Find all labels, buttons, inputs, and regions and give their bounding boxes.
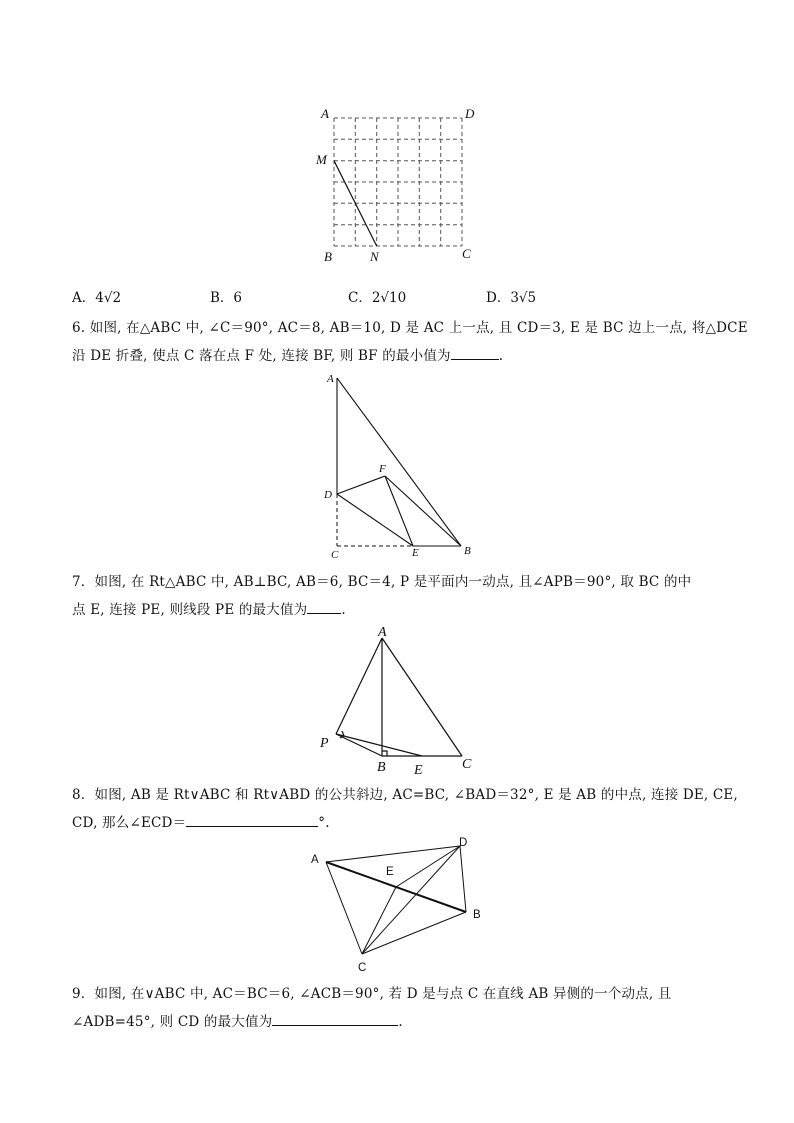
q7-triangle-figure — [312, 620, 487, 780]
label-p: P — [320, 736, 329, 751]
q6-text-line1: 6. 如图, 在△ABC 中, ∠C＝90°, AC＝8, AB＝10, D 是 AC 上一点, 且 CD＝3, E 是 BC 边上一点, 将△DCE — [72, 320, 748, 336]
label-n: N — [370, 249, 379, 264]
label-d: D — [465, 106, 475, 121]
label-d: D — [324, 489, 332, 501]
q5-choice-a: A．4√2 — [72, 290, 122, 306]
label-a: A — [327, 373, 334, 385]
q5-grid-figure — [300, 100, 500, 270]
label-a: A — [378, 625, 387, 640]
label-c: C — [358, 962, 367, 974]
label-m: M — [316, 152, 327, 167]
label-c: C — [462, 757, 472, 772]
q5-choice-c: C．2√10 — [348, 290, 407, 306]
label-b: B — [473, 909, 481, 921]
label-c: C — [462, 246, 471, 261]
q9-answer-blank[interactable] — [272, 1013, 398, 1026]
q8-quadrilateral-figure — [300, 832, 500, 977]
label-b: B — [324, 249, 332, 264]
label-b: B — [377, 760, 386, 775]
q8-answer-blank[interactable] — [186, 814, 318, 827]
label-d: D — [459, 837, 468, 849]
q7-text-line1: 7．如图, 在 Rt△ABC 中, AB⊥BC, AB＝6, BC＝4, P 是平面内一动点, 且∠APB＝90°, 取 BC 的中 — [72, 574, 692, 590]
label-b: B — [464, 545, 471, 557]
label-a: A — [311, 854, 319, 866]
q9-text-line1: 9．如图, 在∨ABC 中, AC＝BC＝6, ∠ACB＝90°, 若 D 是与点 C 在直线 AB 异侧的一个动点, 且 — [72, 986, 672, 1002]
q7-text-line2: 点 E, 连接 PE, 则线段 PE 的最大值为 . — [72, 602, 346, 618]
label-a: A — [321, 106, 329, 121]
label-e: E — [386, 866, 394, 878]
label-e: E — [414, 763, 423, 778]
label-e: E — [412, 547, 419, 559]
q6-answer-blank[interactable] — [451, 347, 499, 360]
q9-text-line2: ∠ADB=45°, 则 CD 的最大值为 . — [72, 1014, 403, 1030]
q8-text-line2: CD, 那么∠ECD＝ °. — [72, 815, 330, 831]
q5-choice-b: B．6 — [210, 290, 243, 306]
label-f: F — [379, 463, 386, 475]
q7-answer-blank[interactable] — [307, 601, 341, 614]
q8-text-line1: 8．如图, AB 是 Rt∨ABC 和 Rt∨ABD 的公共斜边, AC=BC, ∠BAD＝32°, E 是 AB 的中点, 连接 DE, CE, — [72, 787, 738, 803]
label-c: C — [331, 549, 339, 561]
q6-text-line2: 沿 DE 折叠, 使点 C 落在点 F 处, 连接 BF, 则 BF 的最小值为 . — [72, 348, 504, 364]
q6-triangle-figure — [315, 368, 485, 563]
q5-choice-d: D．3√5 — [486, 290, 537, 306]
